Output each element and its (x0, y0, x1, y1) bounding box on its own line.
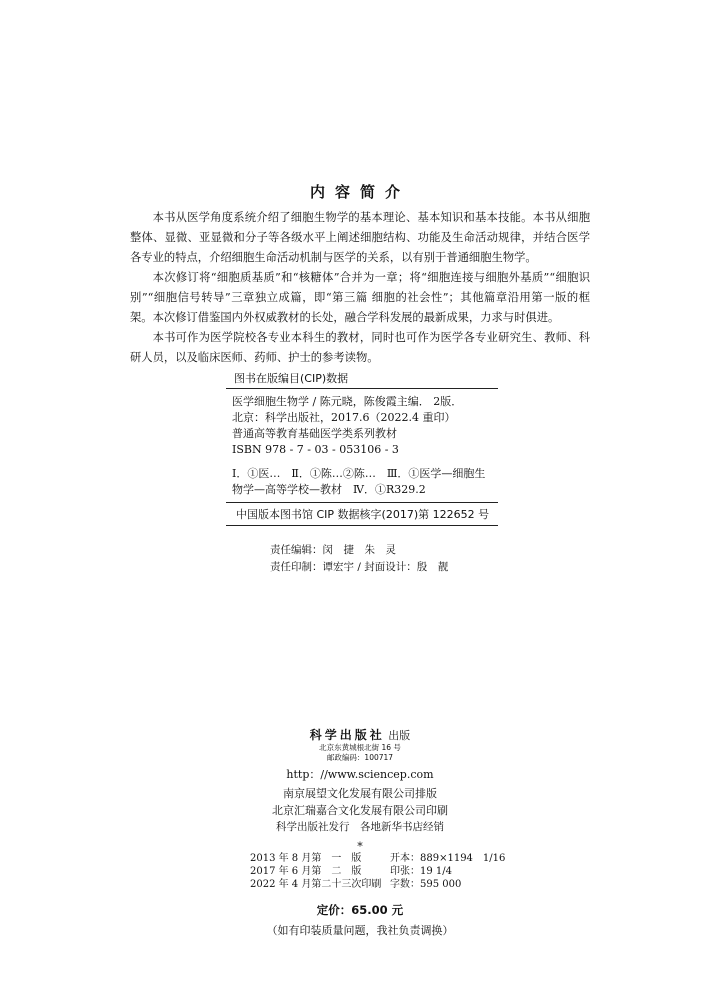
cip-block (226, 370, 498, 526)
intro-paragraph: 本书可作为医学院校各专业本科生的教材，同时也可作为医学各专业研究生、教师、科研人员，以及临床医师、药师、护士的参考读物。 (130, 331, 590, 364)
cip-body (226, 389, 498, 502)
edition-date: 2013 年 8 月第 一 版 (250, 853, 362, 864)
distributor: 科学出版社发行 各地新华书店经销 (276, 821, 444, 833)
cip-line: ISBN 978 - 7 - 03 - 053106 - 3 (232, 443, 399, 456)
publisher-url: http：//www.sciencep.com (286, 768, 434, 781)
publisher-line (0, 728, 720, 743)
quality-notice: （如有印装质量问题，我社负责调换） (266, 924, 454, 937)
cip-line: 医学细胞生物学 / 陈元晓，陈俊霞主编． 2版． (232, 395, 463, 408)
cip-gap (232, 458, 498, 466)
editor-line: 责任印制：谭宏宇 / 封面设计：殷 靓 (270, 561, 449, 573)
intro-paragraph: 本次修订将“细胞质基质”和“核糖体”合并为一章；将“细胞连接与细胞外基质”“细胞识别”“细胞信号转导”三章独立成篇，即“第三篇 细胞的社会性”；其他篇章沿用第一版的框架。本次修订借鉴国内外权威教材的长处，融合学科发展的最新成果，力求与时俱进。 (130, 271, 590, 324)
price: 定价：65.00 元 (316, 903, 404, 917)
cip-line: 普通高等教育基础医学类系列教材 (232, 427, 397, 440)
cip-classification-line: 物学—高等学校—教材 Ⅳ．①R329.2 (232, 483, 426, 496)
intro-paragraph: 本书从医学角度系统介绍了细胞生物学的基本理论、基本知识和基本技能。本书从细胞整体、显微、亚显微和分子等各级水平上阐述细胞结构、功能及生命活动规律，并结合医学各专业的特点，介绍细胞生命活动机制与医学的关系，以有别于普通细胞生物学。 (130, 211, 590, 264)
publisher-suffix: 出版 (388, 729, 411, 742)
intro-title: 内容简介 (309, 183, 410, 201)
typesetter: 南京展望文化发展有限公司排版 (283, 787, 437, 800)
cip-heading: 图书在版编目(CIP)数据 (234, 372, 349, 385)
cip-classification-line: Ⅰ．①医… Ⅱ．①陈…②陈… Ⅲ．①医学—细胞生 (232, 467, 486, 480)
publisher-address: 北京东黄城根北街 16 号 (319, 743, 401, 752)
edition-info (250, 852, 530, 891)
edition-spec: 开本：889×1194 1/16 (390, 853, 506, 864)
printer: 北京汇瑞嘉合文化发展有限公司印刷 (272, 804, 448, 817)
intro-text (130, 208, 590, 368)
separator-star: * (357, 840, 363, 853)
edition-date: 2017 年 6 月第 二 版 (250, 866, 362, 877)
publisher-postcode: 邮政编码：100717 (326, 753, 394, 762)
edition-row (250, 852, 530, 865)
publisher-name: 科学出版社 (309, 728, 385, 742)
editor-line: 责任编辑：闵 捷 朱 灵 (270, 544, 396, 556)
editors (270, 542, 470, 576)
publisher-block (0, 728, 720, 854)
edition-spec: 印张：19 1/4 (390, 866, 452, 877)
cip-line: 北京：科学出版社，2017.6（2022.4 重印） (232, 411, 456, 424)
edition-date: 2022 年 4 月第二十三次印刷 (250, 879, 382, 890)
edition-row (250, 878, 530, 891)
edition-spec: 字数：595 000 (390, 879, 462, 890)
cip-record: 中国版本图书馆 CIP 数据核字(2017)第 122652 号 (236, 508, 490, 521)
edition-row (250, 865, 530, 878)
cip-bottom-rule (226, 525, 498, 526)
